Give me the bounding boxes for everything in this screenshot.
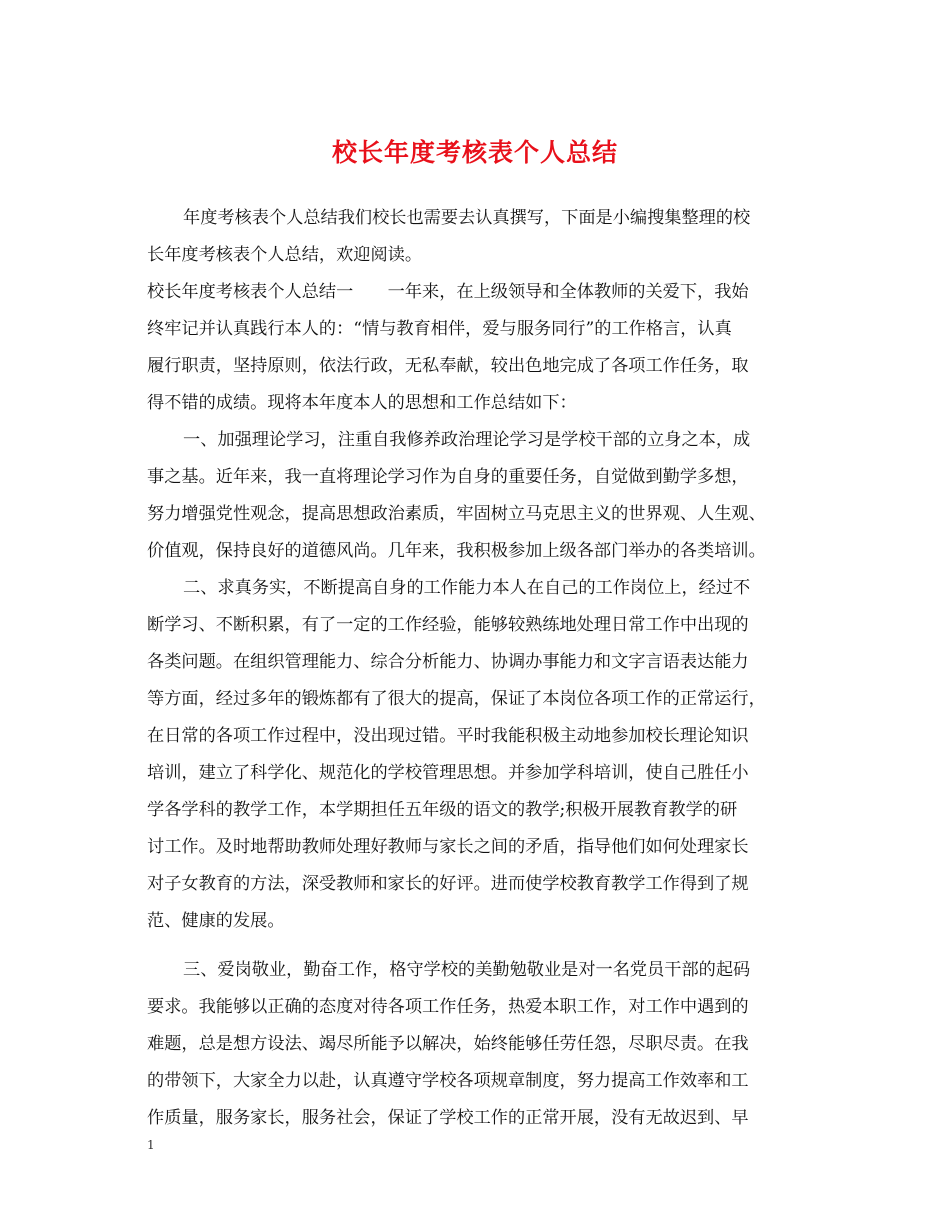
body-line: 校长年度考核表个人总结一 一年来，在上级领导和全体教师的关爱下，我始 (147, 282, 749, 302)
body-line: 在日常的各项工作过程中，没出现过错。平时我能积极主动地参加校长理论知识 (147, 726, 749, 746)
body-line: 各类问题。在组织管理能力、综合分析能力、协调办事能力和文字言语表达能力 (147, 652, 749, 672)
body-line: 作质量，服务家长，服务社会，保证了学校工作的正常开展，没有无故迟到、早 (147, 1108, 749, 1128)
body-line: 要求。我能够以正确的态度对待各项工作任务，热爱本职工作，对工作中遇到的 (147, 997, 749, 1017)
body-line: 长年度考核表个人总结，欢迎阅读。 (147, 245, 423, 265)
body-line: 努力增强党性观念，提高思想政治素质，牢固树立马克思主义的世界观、人生观、 (147, 504, 766, 524)
body-line: 难题，总是想方设法、竭尽所能予以解决，始终能够任劳任怨，尽职尽责。在我 (147, 1034, 749, 1054)
body-line: 终牢记并认真践行本人的：“情与教育相伴，爱与服务同行”的工作格言，认真 (147, 319, 732, 339)
body-line: 履行职责，坚持原则，依法行政，无私奉献，较出色地完成了各项工作任务，取 (147, 356, 749, 376)
body-line: 断学习、不断积累，有了一定的工作经验，能够较熟练地处理日常工作中出现的 (147, 615, 749, 635)
body-line: 培训，建立了科学化、规范化的学校管理思想。并参加学科培训，使自己胜任小 (147, 763, 749, 783)
page-number: 1 (147, 1138, 155, 1152)
body-line: 讨工作。及时地帮助教师处理好教师与家长之间的矛盾，指导他们如何处理家长 (147, 837, 749, 857)
body-line: 价值观，保持良好的道德风尚。几年来，我积极参加上级各部门举办的各类培训。 (147, 541, 766, 561)
body-line: 的带领下，大家全力以赴，认真遵守学校各项规章制度，努力提高工作效率和工 (147, 1071, 749, 1091)
body-line: 学各学科的教学工作，本学期担任五年级的语文的教学;积极开展教育教学的研 (147, 800, 738, 820)
body-line: 对子女教育的方法，深受教师和家长的好评。进而使学校教育教学工作得到了规 (147, 874, 749, 894)
body-line: 三、爱岗敬业，勤奋工作，格守学校的美勤勉敬业是对一名党员干部的起码 (183, 960, 751, 980)
body-line: 一、加强理论学习，注重自我修养政治理论学习是学校干部的立身之本，成 (183, 430, 751, 450)
body-line: 等方面，经过多年的锻炼都有了很大的提高，保证了本岗位各项工作的正常运行， (147, 689, 766, 709)
document-body (147, 200, 817, 1137)
document-title: 校长年度考核表个人总结 (331, 138, 618, 167)
body-line: 年度考核表个人总结我们校长也需要去认真撰写，下面是小编搜集整理的校 (183, 208, 751, 228)
body-line: 二、求真务实，不断提高自身的工作能力本人在自己的工作岗位上，经过不 (183, 578, 751, 598)
body-line: 范、健康的发展。 (147, 911, 285, 931)
body-line: 得不错的成绩。现将本年度本人的思想和工作总结如下： (147, 393, 577, 413)
body-line: 事之基。近年来，我一直将理论学习作为自身的重要任务，自觉做到勤学多想， (147, 467, 749, 487)
